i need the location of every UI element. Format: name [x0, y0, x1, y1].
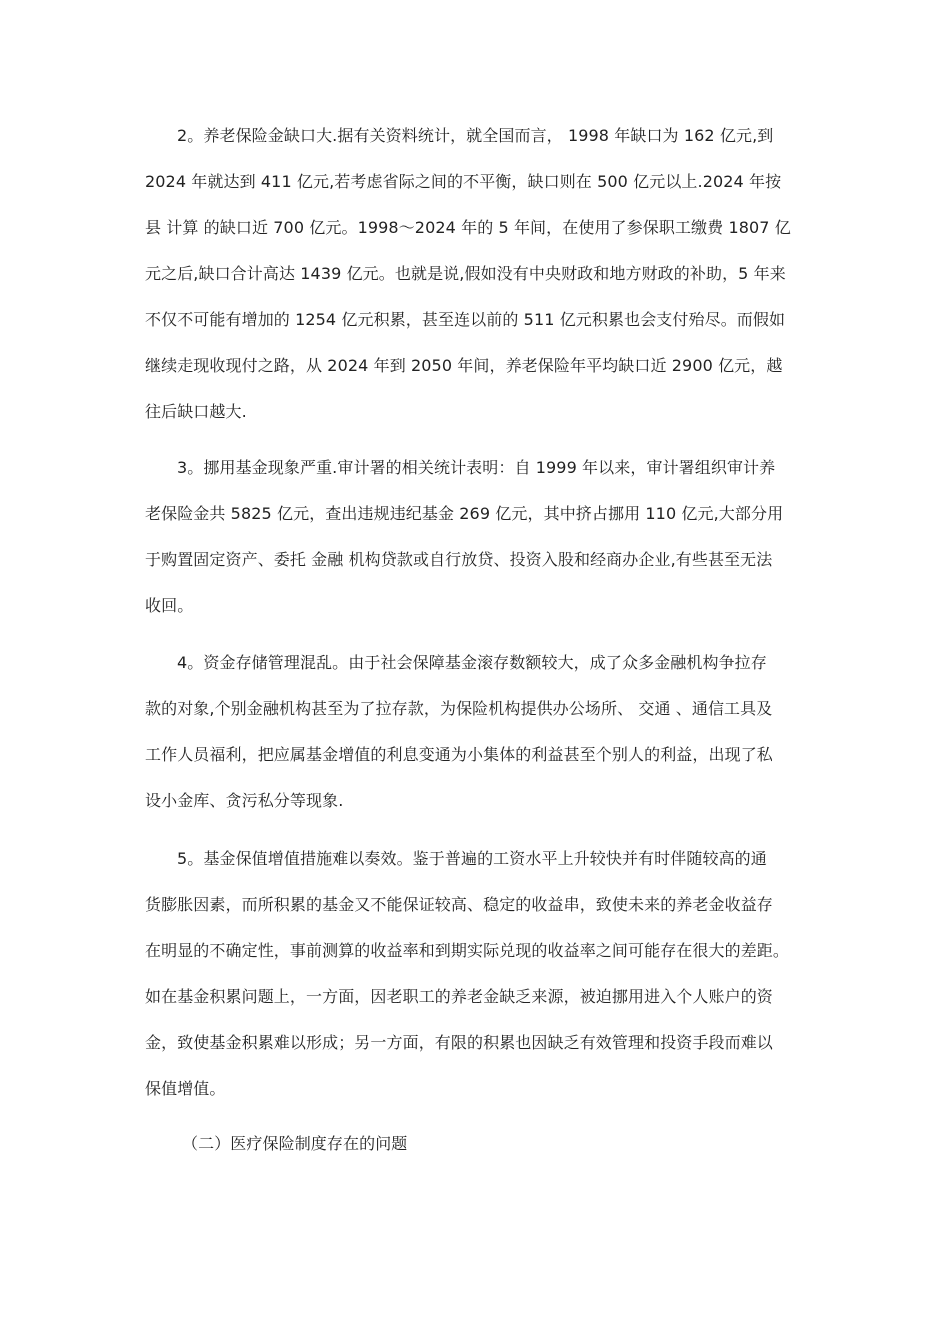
paragraph-line: 2024 年就达到 411 亿元,若考虑省际之间的不平衡，缺口则在 500 亿元以上.2024 年按 — [145, 172, 782, 191]
paragraph-line: 如在基金积累问题上，一方面，因老职工的养老金缺乏来源，被迫挪用进入个人账户的资 — [145, 987, 773, 1006]
paragraph-line: 继续走现收现付之路，从 2024 年到 2050 年间，养老保险年平均缺口近 2900 亿元，越 — [145, 356, 783, 375]
paragraph-line: 老保险金共 5825 亿元，查出违规违纪基金 269 亿元，其中挤占挪用 110 亿元,大部分用 — [145, 504, 784, 523]
paragraph-line: 金，致使基金积累难以形成；另一方面，有限的积累也因缺乏有效管理和投资手段而难以 — [145, 1033, 773, 1052]
paragraph-line: 保值增值。 — [145, 1079, 226, 1098]
section-heading: （二）医疗保险制度存在的问题 — [182, 1134, 408, 1153]
paragraph-line: 5。基金保值增值措施难以奏效。鉴于普遍的工资水平上升较快并有时伴随较高的通 — [177, 849, 767, 868]
paragraph-line: 2。养老保险金缺口大.据有关资料统计，就全国而言， 1998 年缺口为 162 亿元,到 — [177, 126, 774, 145]
paragraph-line: 于购置固定资产、委托 金融 机构贷款或自行放贷、投资入股和经商办企业,有些甚至无法 — [145, 550, 773, 569]
paragraph-line: 往后缺口越大. — [145, 402, 247, 421]
paragraph-line: 收回。 — [145, 596, 194, 615]
paragraph-line: 县 计算 的缺口近 700 亿元。1998～2024 年的 5 年间，在使用了参保职工缴费 1807 亿 — [145, 218, 791, 237]
paragraph-line: 设小金库、贪污私分等现象. — [145, 791, 344, 810]
paragraph-line: 货膨胀因素，而所积累的基金又不能保证较高、稳定的收益串，致使未来的养老金收益存 — [145, 895, 773, 914]
paragraph-line: 4。资金存储管理混乱。由于社会保障基金滚存数额较大，成了众多金融机构争拉存 — [177, 653, 767, 672]
paragraph-line: 款的对象,个别金融机构甚至为了拉存款，为保险机构提供办公场所、 交通 、通信工具及 — [145, 699, 773, 718]
paragraph-line: 3。挪用基金现象严重.审计署的相关统计表明：自 1999 年以来，审计署组织审计养 — [177, 458, 776, 477]
paragraph-line: 元之后,缺口合计高达 1439 亿元。也就是说,假如没有中央财政和地方财政的补助，5 年来 — [145, 264, 786, 283]
paragraph-line: 工作人员福利，把应属基金增值的利息变通为小集体的利益甚至个别人的利益，出现了私 — [145, 745, 773, 764]
paragraph-line: 不仅不可能有增加的 1254 亿元积累，甚至连以前的 511 亿元积累也会支付殆尽。而假如 — [145, 310, 786, 329]
paragraph-line: 在明显的不确定性，事前测算的收益率和到期实际兑现的收益率之间可能存在很大的差距。 — [145, 941, 790, 960]
